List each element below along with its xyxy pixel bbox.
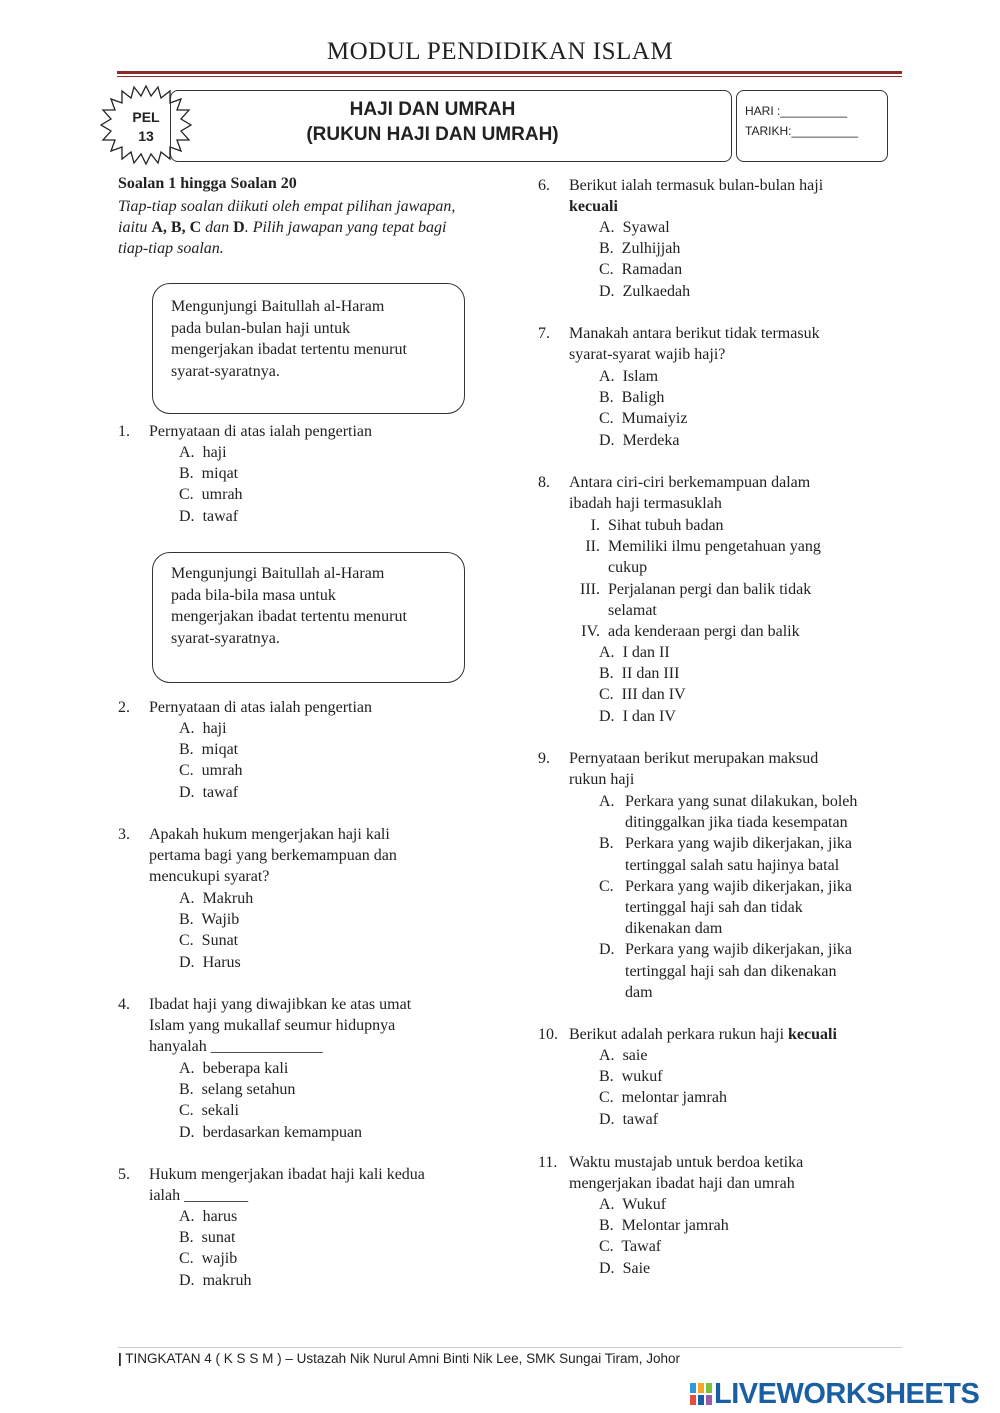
option[interactable]: B. wukuf	[599, 1068, 663, 1086]
question-6-text: Berikut ialah termasuk bulan-bulan haji kecuali	[569, 177, 824, 216]
question-4-options	[179, 1058, 362, 1143]
lesson-number: 13	[138, 128, 154, 144]
option[interactable]: C. melontar jamrah	[599, 1089, 727, 1107]
option[interactable]: B. Baligh	[599, 389, 665, 407]
question-4: 4.	[118, 996, 130, 1013]
question-1: 1.	[118, 423, 130, 440]
option[interactable]: C. wajib	[179, 1250, 238, 1268]
definition-text-1: Mengunjungi Baitullah al-Haram pada bulan-bulan haji untuk mengerjakan ibadat tertentu menurut syarat-syaratnya.	[171, 298, 407, 380]
question-10-options	[599, 1045, 727, 1130]
question-8-text: Antara ciri-ciri berkemampuan dalam ibadah haji termasuklah	[569, 474, 811, 513]
definition-text-2: Mengunjungi Baitullah al-Haram pada bila-bila masa untuk mengerjakan ibadat tertentu menurut syarat-syaratnya.	[171, 565, 407, 647]
question-2-options	[179, 718, 243, 803]
option[interactable]: B. Melontar jamrah	[599, 1217, 729, 1235]
option[interactable]: B. miqat	[179, 741, 239, 759]
option[interactable]: A. Wukuf	[599, 1196, 667, 1213]
question-3-text: Apakah hukum mengerjakan haji kali pertama bagi yang berkemampuan dan mencukupi syarat?	[149, 826, 397, 886]
liveworksheets-logo-icon	[690, 1383, 712, 1405]
question-7-text: Manakah antara berikut tidak termasuk syarat-syarat wajib haji?	[569, 325, 820, 364]
option[interactable]: C. Mumaiyiz	[599, 410, 688, 428]
option[interactable]: D. Perkara yang wajib dikerjakan, jika	[599, 941, 853, 959]
option[interactable]: A. Syawal	[599, 219, 670, 236]
option[interactable]: C. Sunat	[179, 932, 239, 950]
question-8-options	[599, 642, 686, 727]
question-9: 9.	[538, 750, 550, 767]
option[interactable]: A. harus	[179, 1208, 238, 1225]
question-5-options	[179, 1206, 251, 1291]
option[interactable]: A. beberapa kali	[179, 1060, 289, 1077]
question-9-options: A. Perkara yang sunat dilakukan, boleh ditinggalkan jika tiada kesempatan B. Perkara yang wajib dikerjakan, jika tertinggal salah satu hajinya batal C. Perkara yang wajib dikerjakan, jika tertinggal haji sah dan tidak dikenakan dam D. Perkara yang wajib dikerjakan, jika tertinggal haji sah dan dikenakan dam	[599, 791, 899, 1003]
question-2: 2.	[118, 699, 130, 716]
option[interactable]: A. saie	[599, 1047, 648, 1064]
option[interactable]: D. tawaf	[599, 1110, 659, 1128]
roman-item: I. Sihat tubuh badan	[590, 517, 724, 534]
hari-field[interactable]: HARI :__________	[745, 104, 848, 118]
question-11-options	[599, 1194, 729, 1279]
option[interactable]: C. umrah	[179, 486, 243, 504]
question-3: 3.	[118, 826, 130, 843]
option[interactable]: D. Zulkaedah	[599, 282, 691, 300]
option[interactable]: B. miqat	[179, 465, 239, 483]
question-8: 8.	[538, 474, 550, 491]
question-5: 5.	[118, 1166, 130, 1183]
question-6: 6.	[538, 177, 550, 194]
question-10: 10.	[538, 1026, 558, 1043]
option[interactable]: C. umrah	[179, 762, 243, 780]
header-rule-thin	[117, 76, 902, 77]
lesson-label: PEL	[132, 109, 160, 125]
question-9-text: Pernyataan berikut merupakan maksud rukun haji	[569, 750, 819, 789]
option[interactable]: D. Harus	[179, 953, 241, 971]
option[interactable]: B. selang setahun	[179, 1081, 296, 1099]
instructions-heading: Soalan 1 hingga Soalan 20	[118, 175, 297, 192]
option[interactable]: D. berdasarkan kemampuan	[179, 1123, 363, 1141]
page-title: HAJI DAN UMRAH	[349, 99, 516, 120]
question-11: 11.	[538, 1154, 558, 1171]
option[interactable]: B. Perkara yang wajib dikerjakan, jika	[599, 835, 853, 853]
option[interactable]: A. Perkara yang sunat dilakukan, boleh	[599, 793, 858, 810]
option[interactable]: C. Tawaf	[599, 1238, 662, 1256]
question-7: 7.	[538, 325, 550, 342]
question-1-options	[179, 442, 243, 527]
option[interactable]: C. Ramadan	[599, 261, 683, 279]
option[interactable]: C. III dan IV	[599, 686, 686, 704]
question-11-text: Waktu mustajab untuk berdoa ketika mengerjakan ibadat haji dan umrah	[569, 1154, 804, 1193]
option[interactable]: D. makruh	[179, 1271, 252, 1289]
option[interactable]: D. tawaf	[179, 783, 239, 801]
question-3-options	[179, 888, 253, 973]
option[interactable]: B. Zulhijjah	[599, 240, 681, 258]
option[interactable]: B. Wajib	[179, 911, 240, 929]
option[interactable]: A. haji	[179, 444, 227, 461]
brand-logo[interactable]: LIVEWORKSHEETS	[714, 1378, 980, 1410]
option[interactable]: A. haji	[179, 720, 227, 737]
option[interactable]: D. Merdeka	[599, 431, 680, 449]
roman-item: cukup	[608, 559, 648, 577]
option[interactable]: A. I dan II	[599, 644, 670, 661]
option[interactable]: A. Islam	[599, 368, 659, 385]
question-6-options	[599, 217, 690, 302]
module-title: MODUL PENDIDIKAN ISLAM	[326, 38, 674, 65]
option[interactable]: D. I dan IV	[599, 707, 676, 725]
option[interactable]: D. tawaf	[179, 507, 239, 525]
roman-item: II. Memiliki ilmu pengetahuan yang	[585, 538, 821, 556]
option[interactable]: B. II dan III	[599, 665, 680, 683]
header-rule	[117, 71, 902, 74]
question-7-options	[599, 366, 687, 451]
option[interactable]: C. sekali	[179, 1102, 239, 1120]
footer-text: | TINGKATAN 4 ( K S S M ) – Ustazah Nik Nurul Amni Binti Nik Lee, SMK Sungai Tiram, Johor	[118, 1351, 680, 1366]
option[interactable]: C. Perkara yang wajib dikerjakan, jika	[599, 877, 853, 895]
question-10-text: Berikut adalah perkara rukun haji kecuali	[569, 1026, 837, 1043]
question-1-text: Pernyataan di atas ialah pengertian	[149, 423, 373, 440]
question-8-statements	[560, 515, 880, 642]
roman-item: III. Perjalanan pergi dan balik tidak	[580, 580, 812, 598]
instructions-text: Tiap-tiap soalan diikuti oleh empat pilihan jawapan, iaitu A, B, C dan D. Pilih jawapan yang tepat bagi tiap-tiap soalan.	[118, 198, 456, 257]
option[interactable]: B. sunat	[179, 1229, 236, 1247]
page-subtitle: (RUKUN HAJI DAN UMRAH)	[306, 124, 559, 145]
tarikh-field[interactable]: TARIKH:__________	[745, 124, 859, 138]
option[interactable]: D. Saie	[599, 1259, 651, 1277]
option[interactable]: A. Makruh	[179, 890, 254, 907]
question-4-text: Ibadat haji yang diwajibkan ke atas umat Islam yang mukallaf seumur hidupnya hanyalah ______________	[149, 996, 412, 1056]
question-2-text: Pernyataan di atas ialah pengertian	[149, 699, 373, 716]
footer-rule	[118, 1347, 902, 1348]
roman-item: selamat	[608, 601, 657, 619]
question-5-text: Hukum mengerjakan ibadat haji kali kedua ialah ________	[149, 1166, 425, 1205]
roman-item: IV. ada kenderaan pergi dan balik	[581, 623, 800, 641]
